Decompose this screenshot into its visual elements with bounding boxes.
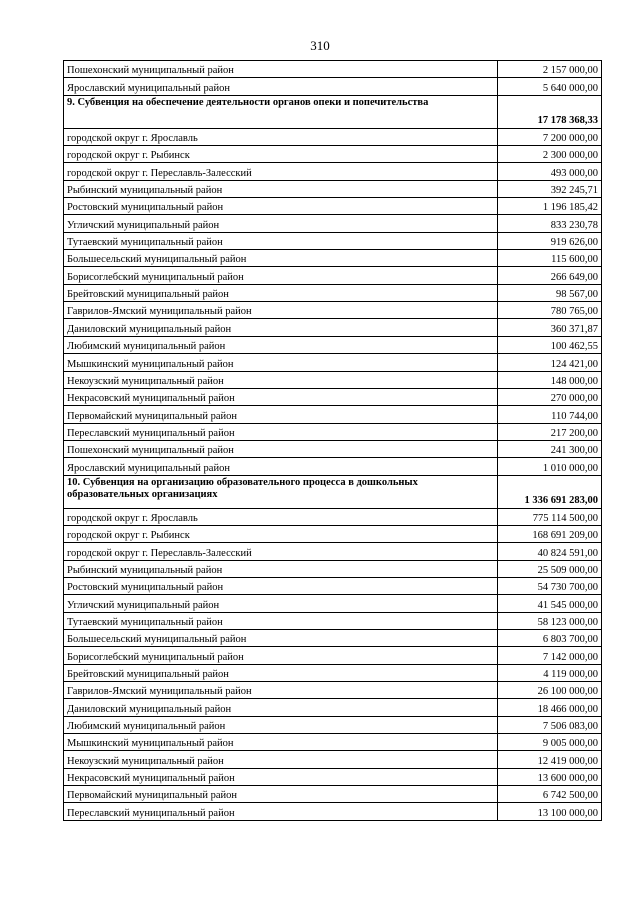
amount-cell: 6 742 500,00: [498, 786, 602, 803]
recipient-name: Ростовский муниципальный район: [64, 198, 498, 215]
table-row: [64, 336, 602, 353]
table-row: [64, 682, 602, 699]
recipient-name: Ярославский муниципальный район: [64, 458, 498, 475]
amount-cell: 6 803 700,00: [498, 629, 602, 646]
subsidy-table: [63, 60, 602, 821]
table-row: [64, 595, 602, 612]
recipient-name: Любимский муниципальный район: [64, 716, 498, 733]
table-row: [64, 180, 602, 197]
table-row: [64, 388, 602, 405]
table-row: [64, 734, 602, 751]
amount-cell: 919 626,00: [498, 232, 602, 249]
amount-cell: 1 196 185,42: [498, 198, 602, 215]
table-row: [64, 458, 602, 475]
recipient-name: Первомайский муниципальный район: [64, 786, 498, 803]
recipient-name: Переславский муниципальный район: [64, 423, 498, 440]
section-header-row: [64, 475, 602, 508]
table-row: [64, 612, 602, 629]
amount-cell: 780 765,00: [498, 302, 602, 319]
recipient-name: Рыбинский муниципальный район: [64, 180, 498, 197]
table-row: [64, 163, 602, 180]
amount-cell: 1 010 000,00: [498, 458, 602, 475]
recipient-name: Большесельский муниципальный район: [64, 629, 498, 646]
recipient-name: Переславский муниципальный район: [64, 803, 498, 820]
amount-cell: 7 142 000,00: [498, 647, 602, 664]
recipient-name: Гаврилов-Ямский муниципальный район: [64, 682, 498, 699]
recipient-name: Мышкинский муниципальный район: [64, 734, 498, 751]
amount-cell: 110 744,00: [498, 406, 602, 423]
table-row: [64, 78, 602, 95]
amount-cell: 5 640 000,00: [498, 78, 602, 95]
recipient-name: Некрасовский муниципальный район: [64, 768, 498, 785]
table-row: [64, 699, 602, 716]
table-row: [64, 577, 602, 594]
recipient-name: городской округ г. Рыбинск: [64, 146, 498, 163]
amount-cell: 270 000,00: [498, 388, 602, 405]
table-row: [64, 716, 602, 733]
recipient-name: Большесельский муниципальный район: [64, 250, 498, 267]
table-row: [64, 803, 602, 820]
table-row: [64, 354, 602, 371]
amount-cell: 98 567,00: [498, 284, 602, 301]
table-row: [64, 128, 602, 145]
table-row: [64, 525, 602, 542]
table-row: [64, 267, 602, 284]
table-row: [64, 440, 602, 457]
amount-cell: 833 230,78: [498, 215, 602, 232]
table-row: [64, 250, 602, 267]
section-title: 10. Субвенция на организацию образовательного процесса в дошкольных образовательных организациях: [64, 475, 498, 508]
amount-cell: 241 300,00: [498, 440, 602, 457]
table-row: [64, 406, 602, 423]
recipient-name: Мышкинский муниципальный район: [64, 354, 498, 371]
table-row: [64, 371, 602, 388]
amount-cell: 9 005 000,00: [498, 734, 602, 751]
amount-cell: 4 119 000,00: [498, 664, 602, 681]
recipient-name: Некоузский муниципальный район: [64, 751, 498, 768]
table-row: [64, 215, 602, 232]
amount-cell: 775 114 500,00: [498, 508, 602, 525]
recipient-name: Гаврилов-Ямский муниципальный район: [64, 302, 498, 319]
amount-cell: 2 300 000,00: [498, 146, 602, 163]
recipient-name: Некоузский муниципальный район: [64, 371, 498, 388]
amount-cell: 58 123 000,00: [498, 612, 602, 629]
recipient-name: Борисоглебский муниципальный район: [64, 267, 498, 284]
table-row: [64, 302, 602, 319]
table-row: [64, 768, 602, 785]
amount-cell: 7 200 000,00: [498, 128, 602, 145]
amount-cell: 217 200,00: [498, 423, 602, 440]
subsidy-table-body: [64, 61, 602, 821]
table-row: [64, 198, 602, 215]
table-row: [64, 560, 602, 577]
amount-cell: 13 100 000,00: [498, 803, 602, 820]
recipient-name: городской округ г. Переславль-Залесский: [64, 163, 498, 180]
recipient-name: Пошехонский муниципальный район: [64, 440, 498, 457]
section-total-amount: 17 178 368,33: [498, 95, 602, 128]
table-row: [64, 423, 602, 440]
table-row: [64, 751, 602, 768]
table-row: [64, 508, 602, 525]
recipient-name: городской округ г. Ярославль: [64, 128, 498, 145]
amount-cell: 2 157 000,00: [498, 61, 602, 78]
recipient-name: Некрасовский муниципальный район: [64, 388, 498, 405]
recipient-name: Ярославский муниципальный район: [64, 78, 498, 95]
amount-cell: 41 545 000,00: [498, 595, 602, 612]
table-row: [64, 647, 602, 664]
table-row: [64, 786, 602, 803]
recipient-name: Пошехонский муниципальный район: [64, 61, 498, 78]
amount-cell: 25 509 000,00: [498, 560, 602, 577]
amount-cell: 40 824 591,00: [498, 543, 602, 560]
recipient-name: Даниловский муниципальный район: [64, 699, 498, 716]
recipient-name: Угличский муниципальный район: [64, 595, 498, 612]
amount-cell: 168 691 209,00: [498, 525, 602, 542]
recipient-name: Угличский муниципальный район: [64, 215, 498, 232]
recipient-name: Первомайский муниципальный район: [64, 406, 498, 423]
amount-cell: 115 600,00: [498, 250, 602, 267]
recipient-name: Даниловский муниципальный район: [64, 319, 498, 336]
amount-cell: 493 000,00: [498, 163, 602, 180]
section-header-row: [64, 95, 602, 128]
table-row: [64, 664, 602, 681]
recipient-name: Тутаевский муниципальный район: [64, 232, 498, 249]
amount-cell: 360 371,87: [498, 319, 602, 336]
table-row: [64, 543, 602, 560]
recipient-name: Тутаевский муниципальный район: [64, 612, 498, 629]
table-row: [64, 629, 602, 646]
table-row: [64, 284, 602, 301]
amount-cell: 100 462,55: [498, 336, 602, 353]
recipient-name: городской округ г. Рыбинск: [64, 525, 498, 542]
recipient-name: городской округ г. Переславль-Залесский: [64, 543, 498, 560]
recipient-name: Борисоглебский муниципальный район: [64, 647, 498, 664]
recipient-name: Брейтовский муниципальный район: [64, 664, 498, 681]
amount-cell: 148 000,00: [498, 371, 602, 388]
table-row: [64, 61, 602, 78]
table-row: [64, 319, 602, 336]
table-row: [64, 232, 602, 249]
amount-cell: 392 245,71: [498, 180, 602, 197]
amount-cell: 54 730 700,00: [498, 577, 602, 594]
recipient-name: Брейтовский муниципальный район: [64, 284, 498, 301]
amount-cell: 7 506 083,00: [498, 716, 602, 733]
amount-cell: 18 466 000,00: [498, 699, 602, 716]
section-total-amount: 1 336 691 283,00: [498, 475, 602, 508]
amount-cell: 266 649,00: [498, 267, 602, 284]
table-row: [64, 146, 602, 163]
amount-cell: 13 600 000,00: [498, 768, 602, 785]
section-title: 9. Субвенция на обеспечение деятельности органов опеки и попечительства: [64, 95, 498, 128]
recipient-name: Ростовский муниципальный район: [64, 577, 498, 594]
page-number: 310: [310, 38, 330, 53]
amount-cell: 26 100 000,00: [498, 682, 602, 699]
amount-cell: 124 421,00: [498, 354, 602, 371]
recipient-name: Рыбинский муниципальный район: [64, 560, 498, 577]
recipient-name: городской округ г. Ярославль: [64, 508, 498, 525]
recipient-name: Любимский муниципальный район: [64, 336, 498, 353]
amount-cell: 12 419 000,00: [498, 751, 602, 768]
